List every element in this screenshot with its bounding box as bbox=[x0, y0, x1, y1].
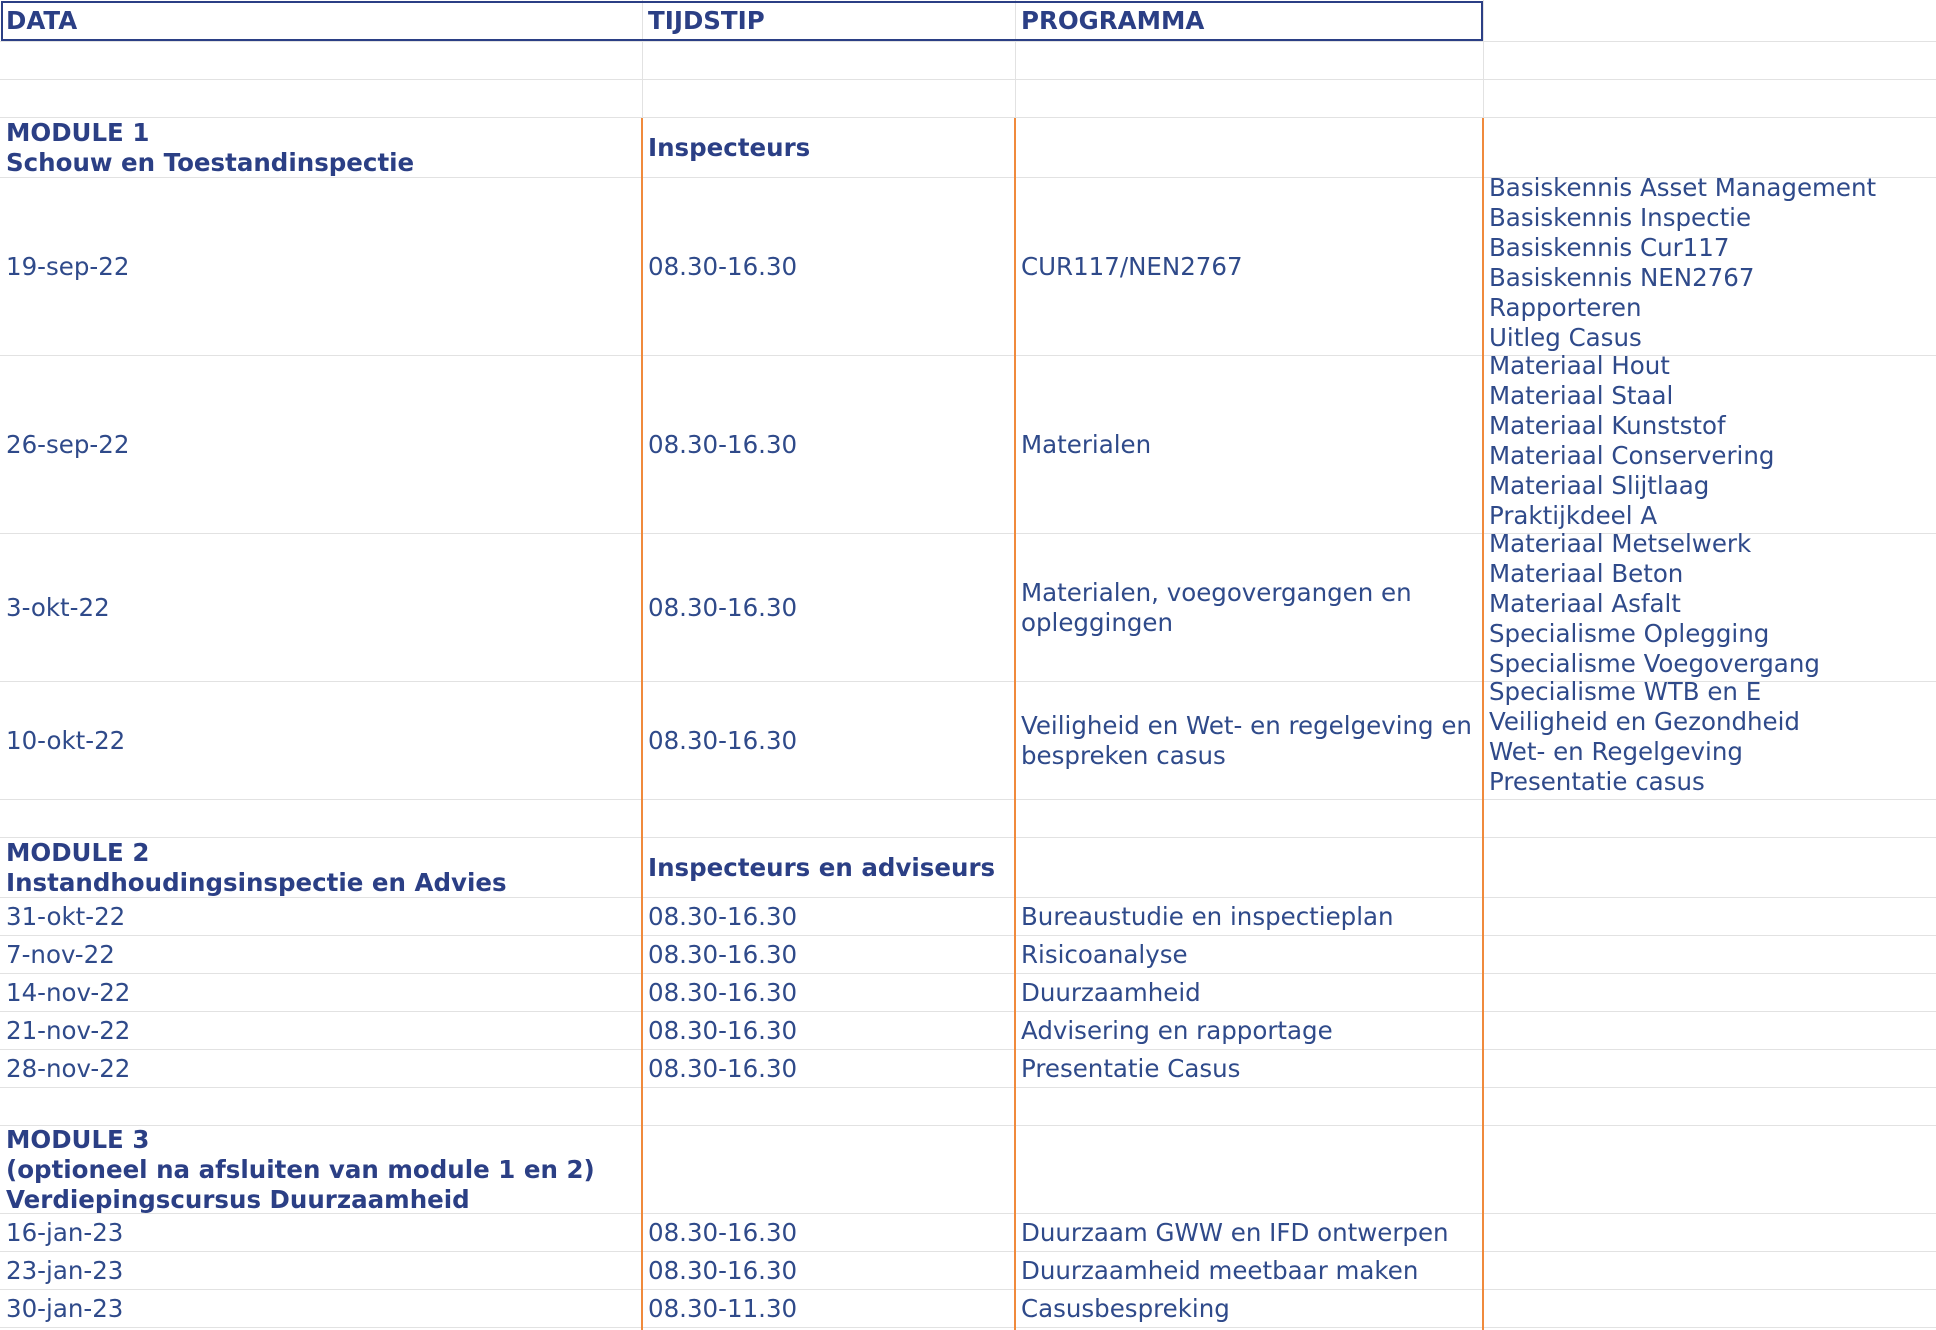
session-date[interactable]: 14-nov-22 bbox=[6, 977, 131, 1007]
header-data[interactable]: DATA bbox=[6, 5, 78, 35]
session-row bbox=[0, 1214, 1936, 1252]
module-title: MODULE 1 bbox=[6, 117, 150, 147]
topic: Specialisme Oplegging bbox=[1489, 619, 1770, 648]
session-row bbox=[0, 351, 1936, 534]
topic: Basiskennis Inspectie bbox=[1489, 203, 1752, 232]
module-row bbox=[0, 838, 1936, 898]
session-time[interactable]: 08.30-16.30 bbox=[648, 251, 798, 281]
session-program[interactable]: Veiligheid en Wet- en regelgeving en bespreken casus bbox=[1021, 710, 1472, 770]
session-date[interactable]: 3-okt-22 bbox=[6, 592, 110, 622]
session-topics[interactable] bbox=[1483, 173, 1936, 355]
topic: Praktijkdeel A bbox=[1489, 501, 1658, 530]
module-subtitle: (optioneel na afsluiten van module 1 en 2) bbox=[6, 1154, 595, 1184]
session-date[interactable]: 16-jan-23 bbox=[6, 1217, 124, 1247]
topic: Basiskennis Cur117 bbox=[1489, 233, 1730, 262]
column-border bbox=[1482, 118, 1484, 1330]
topic: Veiligheid en Gezondheid bbox=[1489, 707, 1800, 736]
topic: Materiaal Conservering bbox=[1489, 441, 1775, 470]
session-time[interactable]: 08.30-16.30 bbox=[648, 725, 798, 755]
module-subtitle: Verdiepingscursus Duurzaamheid bbox=[6, 1184, 470, 1214]
session-row bbox=[0, 1050, 1936, 1088]
session-row bbox=[0, 677, 1936, 800]
session-date[interactable]: 31-okt-22 bbox=[6, 901, 126, 931]
module-title: MODULE 2 bbox=[6, 837, 150, 867]
session-time[interactable]: 08.30-16.30 bbox=[648, 1015, 798, 1045]
session-topics[interactable] bbox=[1483, 351, 1936, 533]
topic: Specialisme Voegovergang bbox=[1489, 649, 1820, 678]
topic: Materiaal Hout bbox=[1489, 351, 1670, 380]
session-row bbox=[0, 936, 1936, 974]
session-time[interactable]: 08.30-16.30 bbox=[648, 939, 798, 969]
session-time[interactable]: 08.30-16.30 bbox=[648, 901, 798, 931]
topic: Specialisme WTB en E bbox=[1489, 677, 1762, 706]
module2-audience[interactable]: Inspecteurs en adviseurs bbox=[648, 852, 996, 882]
session-row bbox=[0, 974, 1936, 1012]
header-tijdstip[interactable]: TIJDSTIP bbox=[648, 5, 765, 35]
module2-heading[interactable] bbox=[0, 838, 642, 897]
session-program[interactable]: Risicoanalyse bbox=[1021, 939, 1188, 969]
empty-row bbox=[0, 800, 1936, 838]
session-time[interactable]: 08.30-16.30 bbox=[648, 1053, 798, 1083]
session-program[interactable]: CUR117/NEN2767 bbox=[1021, 251, 1243, 281]
session-topics[interactable] bbox=[1483, 529, 1936, 681]
session-time[interactable]: 08.30-16.30 bbox=[648, 1255, 798, 1285]
session-program[interactable]: Presentatie Casus bbox=[1021, 1053, 1241, 1083]
session-date[interactable]: 10-okt-22 bbox=[6, 725, 126, 755]
session-time[interactable]: 08.30-11.30 bbox=[648, 1293, 798, 1323]
empty-row bbox=[0, 42, 1936, 80]
topic: Uitleg Casus bbox=[1489, 323, 1642, 352]
session-time[interactable]: 08.30-16.30 bbox=[648, 592, 798, 622]
module-row bbox=[0, 1126, 1936, 1214]
module3-heading[interactable] bbox=[0, 1126, 642, 1213]
column-border bbox=[641, 118, 643, 1330]
session-program[interactable]: Materialen bbox=[1021, 429, 1152, 459]
module-row bbox=[0, 118, 1936, 178]
session-row bbox=[0, 1252, 1936, 1290]
empty-row bbox=[0, 1088, 1936, 1126]
session-program[interactable]: Materialen, voegovergangen en opleggingen bbox=[1021, 577, 1412, 637]
session-time[interactable]: 08.30-16.30 bbox=[648, 1217, 798, 1247]
topic: Basiskennis Asset Management bbox=[1489, 173, 1877, 202]
column-border bbox=[1014, 118, 1016, 1330]
session-row bbox=[0, 173, 1936, 356]
module-subtitle: Instandhoudingsinspectie en Advies bbox=[6, 867, 507, 897]
topic: Materiaal Kunststof bbox=[1489, 411, 1726, 440]
session-program[interactable]: Casusbespreking bbox=[1021, 1293, 1230, 1323]
session-date[interactable]: 21-nov-22 bbox=[6, 1015, 131, 1045]
topic: Materiaal Slijtlaag bbox=[1489, 471, 1710, 500]
header-programma[interactable]: PROGRAMMA bbox=[1021, 5, 1205, 35]
session-date[interactable]: 30-jan-23 bbox=[6, 1293, 124, 1323]
session-row bbox=[0, 529, 1936, 682]
topic: Rapporteren bbox=[1489, 293, 1642, 322]
session-row bbox=[0, 1290, 1936, 1328]
header-selection-border bbox=[1, 1, 1483, 41]
topic: Basiskennis NEN2767 bbox=[1489, 263, 1755, 292]
topic: Presentatie casus bbox=[1489, 767, 1705, 796]
session-program[interactable]: Bureaustudie en inspectieplan bbox=[1021, 901, 1394, 931]
session-date[interactable]: 19-sep-22 bbox=[6, 251, 130, 281]
cell[interactable] bbox=[1483, 0, 1936, 41]
empty-row bbox=[0, 80, 1936, 118]
session-row bbox=[0, 898, 1936, 936]
session-program[interactable]: Duurzaamheid bbox=[1021, 977, 1201, 1007]
session-date[interactable]: 28-nov-22 bbox=[6, 1053, 131, 1083]
session-program[interactable]: Advisering en rapportage bbox=[1021, 1015, 1333, 1045]
topic: Wet- en Regelgeving bbox=[1489, 737, 1743, 766]
topic: Materiaal Beton bbox=[1489, 559, 1684, 588]
session-program[interactable]: Duurzaam GWW en IFD ontwerpen bbox=[1021, 1217, 1449, 1247]
topic: Materiaal Metselwerk bbox=[1489, 529, 1752, 558]
session-date[interactable]: 26-sep-22 bbox=[6, 429, 130, 459]
module1-audience[interactable]: Inspecteurs bbox=[648, 132, 811, 162]
session-time[interactable]: 08.30-16.30 bbox=[648, 977, 798, 1007]
module1-heading[interactable] bbox=[0, 118, 642, 177]
session-topics[interactable] bbox=[1483, 677, 1936, 799]
session-date[interactable]: 23-jan-23 bbox=[6, 1255, 124, 1285]
module-subtitle: Schouw en Toestandinspectie bbox=[6, 147, 415, 177]
topic: Materiaal Staal bbox=[1489, 381, 1674, 410]
session-program[interactable]: Duurzaamheid meetbaar maken bbox=[1021, 1255, 1419, 1285]
session-time[interactable]: 08.30-16.30 bbox=[648, 429, 798, 459]
topic: Materiaal Asfalt bbox=[1489, 589, 1681, 618]
session-row bbox=[0, 1012, 1936, 1050]
module-title: MODULE 3 bbox=[6, 1124, 150, 1154]
session-date[interactable]: 7-nov-22 bbox=[6, 939, 115, 969]
